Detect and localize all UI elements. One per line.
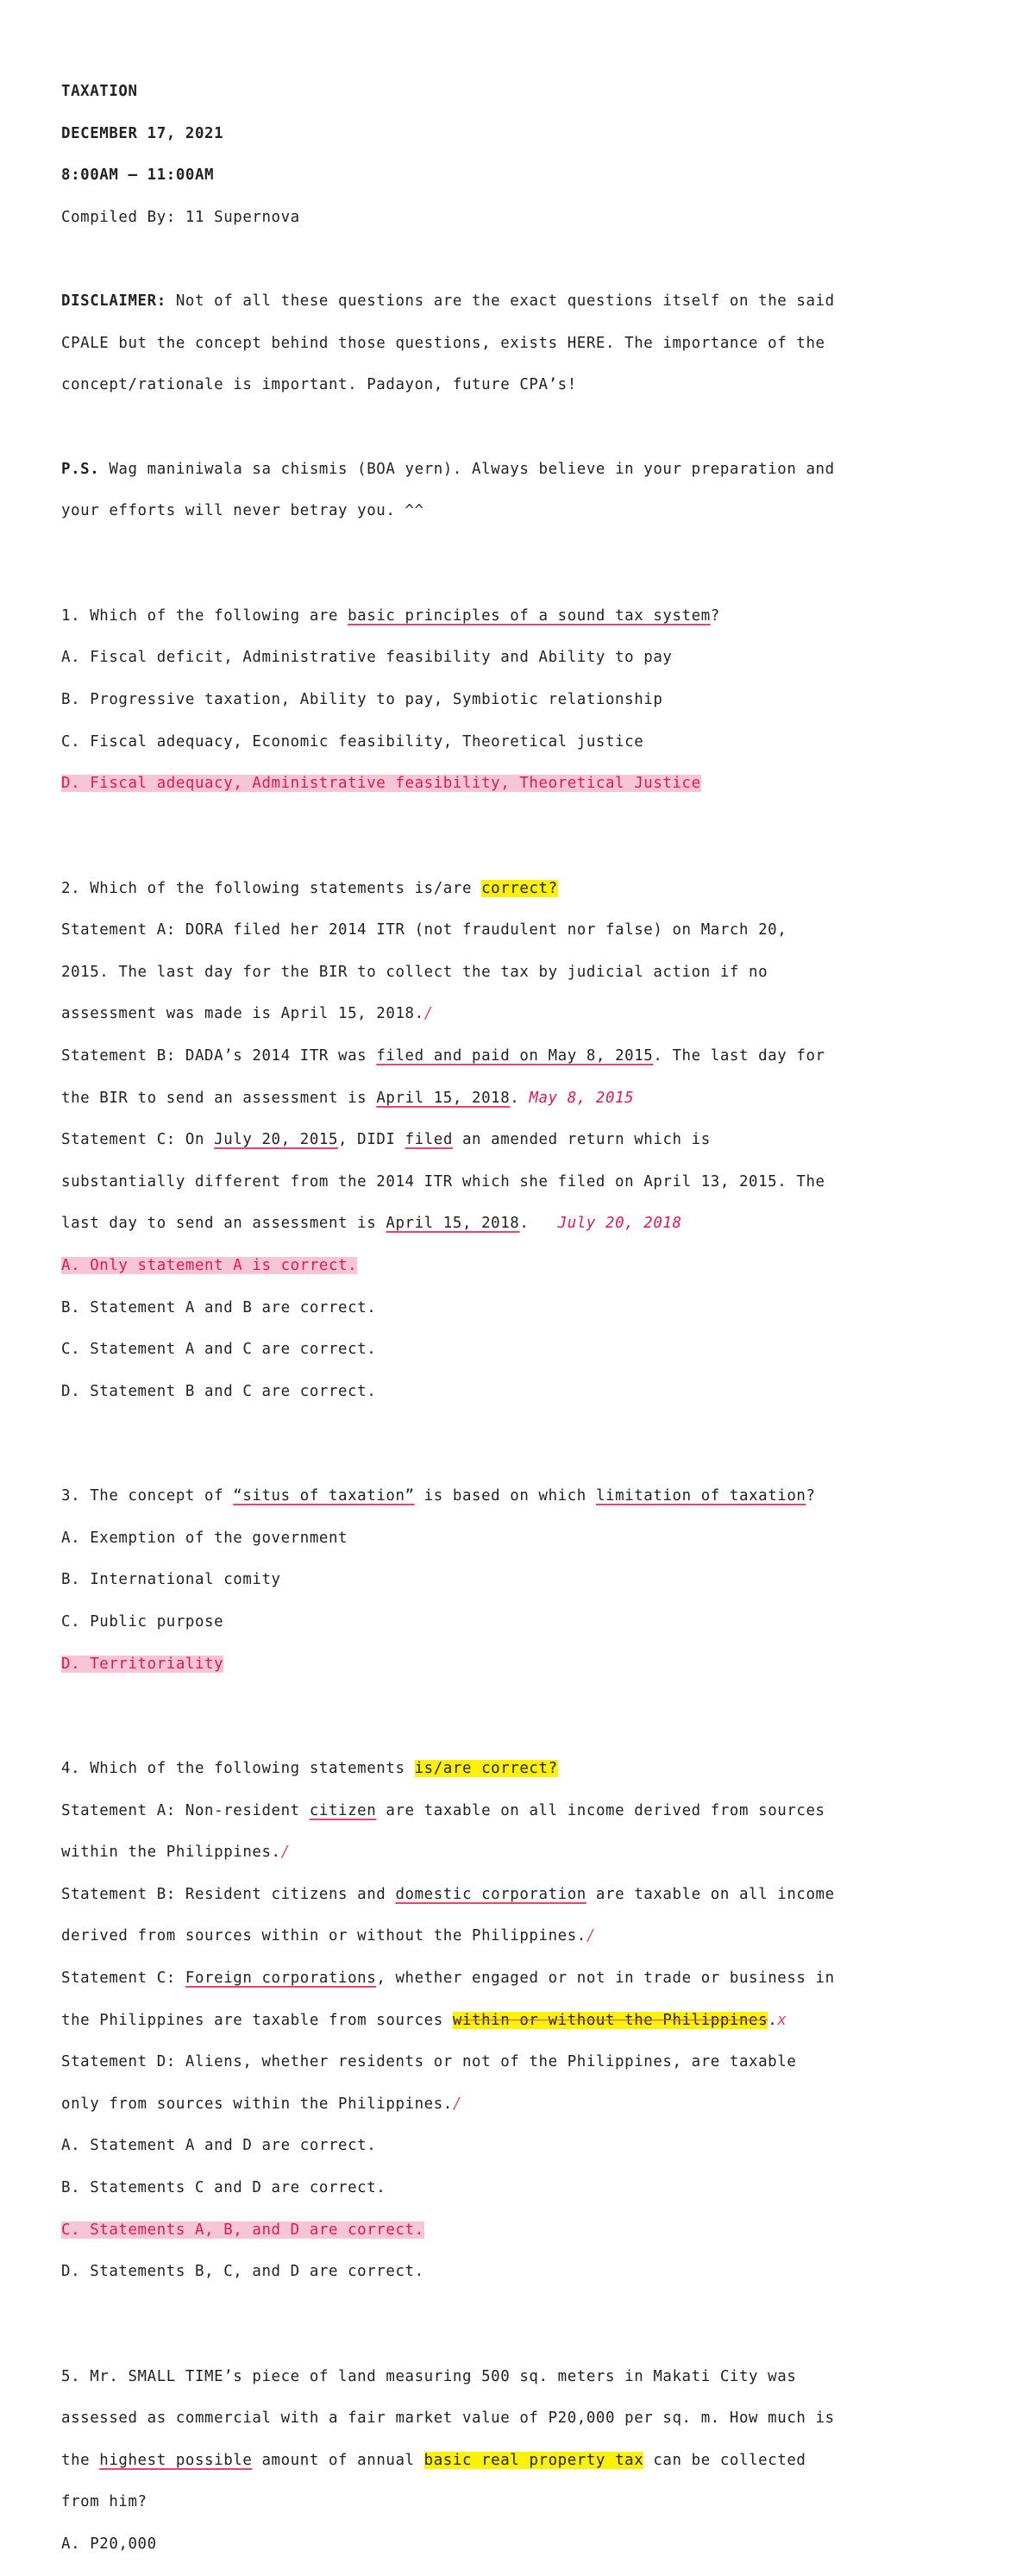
q3-choice-a: A. Exemption of the government: [61, 1529, 348, 1547]
handwritten-note: May 8, 2015: [529, 1089, 635, 1107]
disclaimer-label: DISCLAIMER:: [61, 292, 166, 311]
underline-mark: filed and paid on May 8, 2015: [376, 1046, 654, 1065]
q2-answer: [61, 1255, 993, 1276]
q2-statement-c-3: last day to send an assessment is April 15, 2018. July 20, 2018: [61, 1215, 682, 1233]
underline-mark: April 15, 2018: [376, 1089, 511, 1107]
q4-statement-c-1: Statement C: Foreign corporations, whether engaged or not in trade or business in: [61, 1970, 835, 1988]
underline-mark: April 15, 2018: [386, 1215, 520, 1233]
disclaimer-line-2: CPALE but the concept behind those questions, exists HERE. The importance of the: [61, 334, 825, 352]
q3-answer: [61, 1654, 993, 1674]
underline-mark: limitation of taxation: [595, 1487, 806, 1505]
q2-choice-d: D. Statement B and C are correct.: [61, 1382, 377, 1400]
q3-choice-b: B. International comity: [61, 1571, 281, 1589]
question-5-line-3: the highest possible amount of annual basic real property tax can be collected: [61, 2451, 806, 2469]
yellow-highlight: is/are correct?: [414, 1760, 558, 1778]
exam-time: 8:00AM – 11:00AM: [61, 166, 215, 185]
document-page: [61, 60, 993, 2576]
underline-mark: Foreign corporations: [185, 1970, 377, 1988]
ps-label: P.S.: [61, 460, 100, 478]
q1-answer: [61, 773, 993, 794]
ps-line-1: P.S. Wag maniniwala sa chismis (BOA yern). Always believe in your preparation and: [61, 460, 835, 478]
yellow-highlight: correct?: [481, 879, 558, 897]
q2-statement-c-2: substantially different from the 2014 ITR which she filed on April 13, 2015. The: [61, 1172, 825, 1191]
underline-mark: domestic corporation: [395, 1885, 586, 1903]
q4-statement-d-1: Statement D: Aliens, whether residents or not of the Philippines, are taxable: [61, 2053, 797, 2071]
exam-date: DECEMBER 17, 2021: [61, 124, 224, 142]
disclaimer-line-3: concept/rationale is important. Padayon, future CPA’s!: [61, 376, 577, 394]
q1-choice-c: C. Fiscal adequacy, Economic feasibility, Theoretical justice: [61, 732, 644, 751]
q4-statement-a-2: within the Philippines./: [61, 1844, 291, 1862]
q4-statement-d-2: only from sources within the Philippines./: [61, 2095, 462, 2113]
q5-choice-a: A. P20,000: [61, 2535, 157, 2554]
check-mark: /: [423, 1005, 434, 1023]
question-5-line-4: from him?: [61, 2493, 147, 2511]
q4-choice-b: B. Statements C and D are correct.: [61, 2178, 386, 2196]
check-mark: /: [280, 1844, 291, 1862]
disclaimer-line-1: DISCLAIMER: Not of all these questions are the exact questions itself on the said: [61, 292, 835, 311]
answer-highlight: C. Statements A, B, and D are correct.: [61, 2221, 424, 2239]
q2-statement-a-1: Statement A: DORA filed her 2014 ITR (not fraudulent nor false) on March 20,: [61, 921, 787, 939]
check-mark: /: [452, 2095, 462, 2113]
q4-choice-a: A. Statement A and D are correct.: [61, 2137, 377, 2155]
underline-mark: “situs of taxation”: [233, 1487, 415, 1505]
q1-choice-b: B. Progressive taxation, Ability to pay, Symbiotic relationship: [61, 690, 663, 708]
q2-statement-b-2: the BIR to send an assessment is April 15, 2018. May 8, 2015: [61, 1089, 635, 1107]
handwritten-note: July 20, 2018: [557, 1215, 682, 1233]
q4-choice-d: D. Statements B, C, and D are correct.: [61, 2263, 424, 2281]
underline-mark: filed: [405, 1131, 453, 1149]
answer-highlight: D. Territoriality: [61, 1655, 224, 1673]
doc-subject: TAXATION: [61, 83, 138, 101]
q2-statement-c-1: Statement C: On July 20, 2015, DIDI filed an amended return which is: [61, 1131, 711, 1149]
question-1: 1. Which of the following are basic principles of a sound tax system?: [61, 606, 720, 625]
ps-line-2: your efforts will never betray you. ^^: [61, 502, 424, 520]
yellow-highlight: basic real property tax: [423, 2451, 644, 2469]
q2-statement-b-1: Statement B: DADA’s 2014 ITR was filed and paid on May 8, 2015. The last day for: [61, 1046, 825, 1065]
q2-choice-b: B. Statement A and B are correct.: [61, 1298, 377, 1316]
answer-highlight: A. Only statement A is correct.: [61, 1256, 358, 1274]
q2-choice-c: C. Statement A and C are correct.: [61, 1341, 377, 1359]
underline-mark: citizen: [309, 1801, 377, 1819]
underline-mark: highest possible: [99, 2451, 253, 2469]
q4-statement-b-2: derived from sources within or without the Philippines./: [61, 1927, 596, 1945]
cross-mark: x: [777, 2011, 787, 2029]
compiled-by: Compiled By: 11 Supernova: [61, 209, 300, 227]
question-3: 3. The concept of “situs of taxation” is based on which limitation of taxation?: [61, 1487, 816, 1505]
question-2: 2. Which of the following statements is/are correct?: [61, 879, 558, 897]
underline-mark: July 20, 2015: [214, 1131, 339, 1149]
q4-statement-a-1: Statement A: Non-resident citizen are taxable on all income derived from sources: [61, 1801, 825, 1819]
question-5-line-2: assessed as commercial with a fair market value of P20,000 per sq. m. How much is: [61, 2410, 835, 2428]
q4-statement-c-2: the Philippines are taxable from sources within or without the Philippines.x: [61, 2011, 787, 2029]
question-4: 4. Which of the following statements is/are correct?: [61, 1760, 558, 1778]
q4-statement-b-1: Statement B: Resident citizens and domestic corporation are taxable on all income: [61, 1885, 835, 1903]
question-5-line-1: 5. Mr. SMALL TIME’s piece of land measuring 500 sq. meters in Makati City was: [61, 2367, 797, 2385]
answer-highlight: D. Fiscal adequacy, Administrative feasibility, Theoretical Justice: [61, 775, 701, 793]
underline-mark: basic principles of a sound tax system: [348, 606, 711, 625]
q2-statement-a-3: assessment was made is April 15, 2018./: [61, 1005, 434, 1023]
q1-choice-a: A. Fiscal deficit, Administrative feasibility and Ability to pay: [61, 649, 673, 667]
check-mark: /: [586, 1927, 596, 1945]
q2-statement-a-2: 2015. The last day for the BIR to collect the tax by judicial action if no: [61, 963, 768, 981]
q4-answer: [61, 2220, 993, 2240]
q3-choice-c: C. Public purpose: [61, 1612, 224, 1630]
yellow-highlight: within or without the Philippines: [452, 2011, 768, 2029]
